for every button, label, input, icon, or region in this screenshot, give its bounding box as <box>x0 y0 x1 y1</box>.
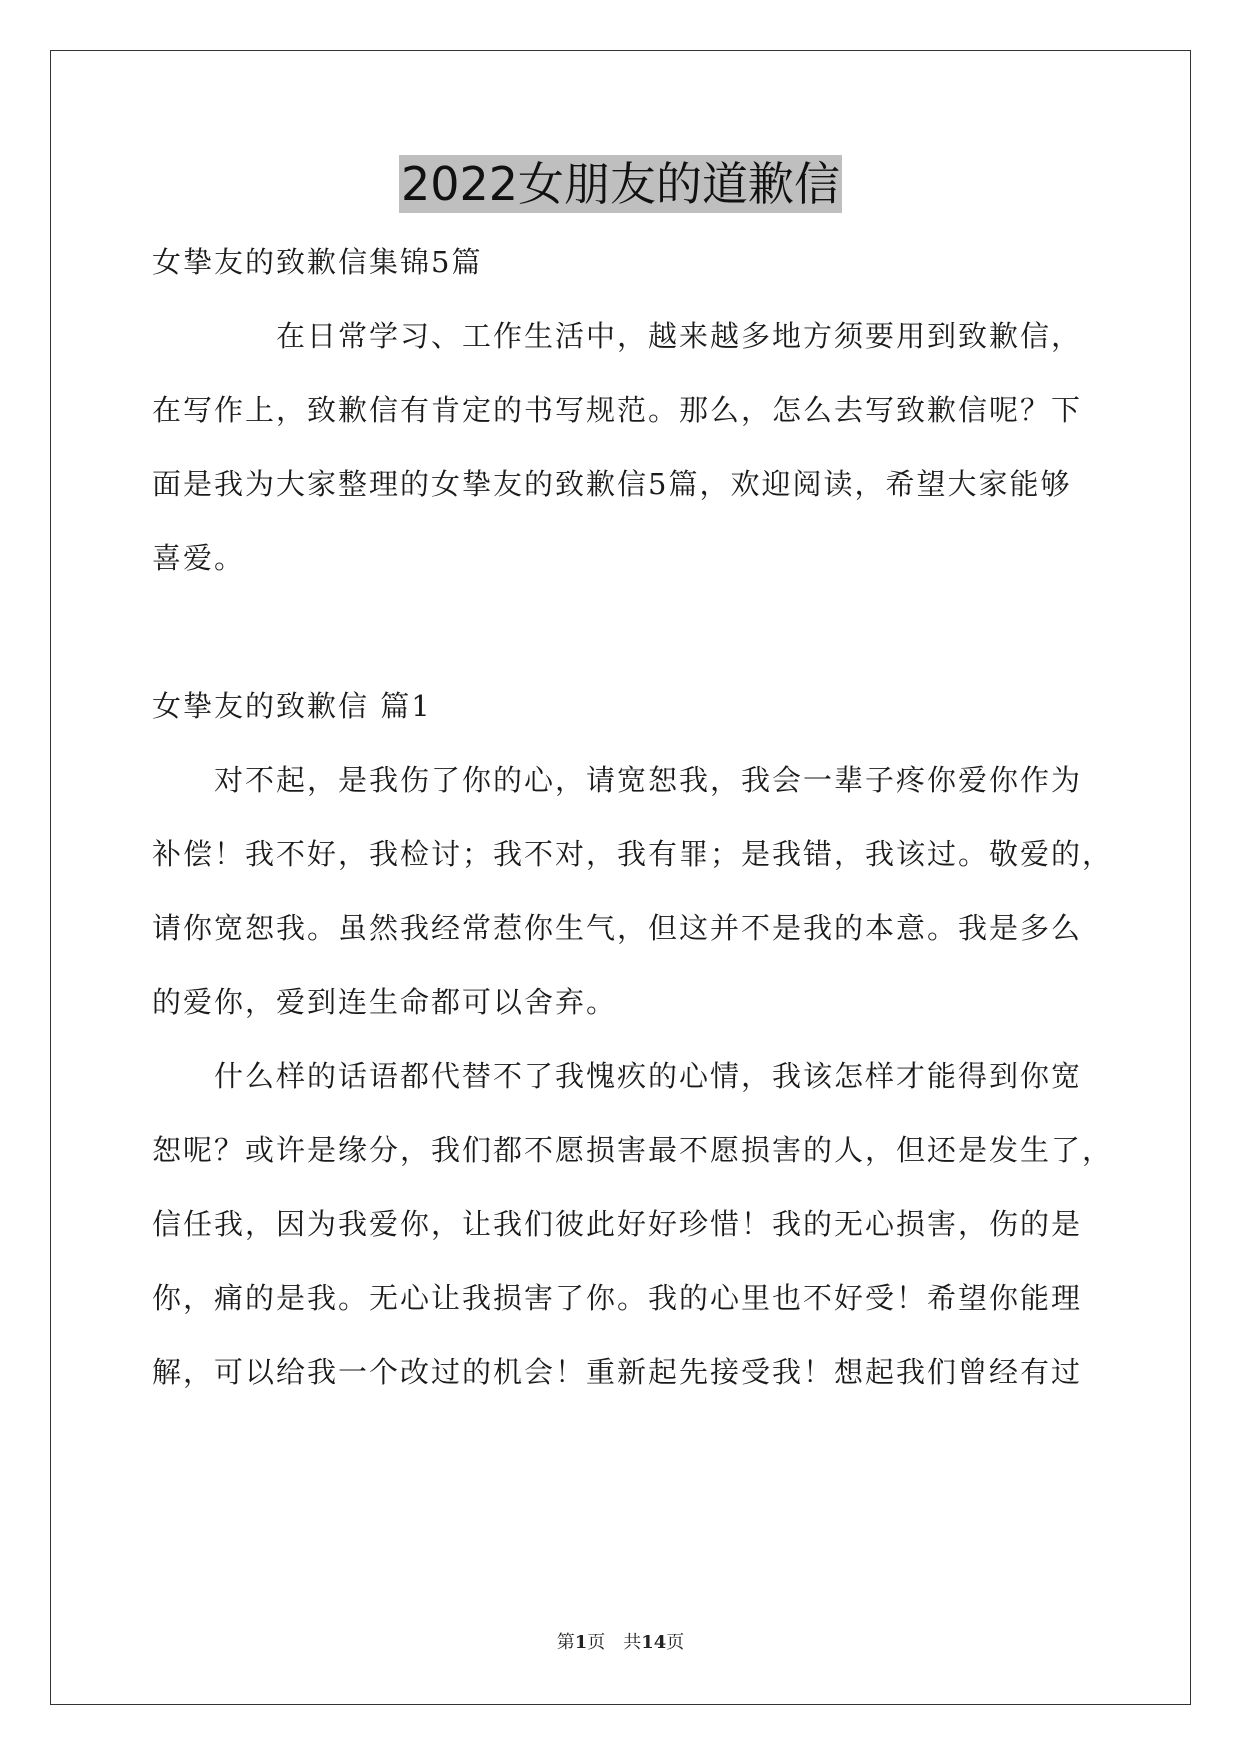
paragraph-line: 信任我，因为我爱你，让我们彼此好好珍惜！我的无心损害，伤的是 <box>152 1207 1083 1241</box>
footer-prefix: 第 <box>556 1632 575 1653</box>
paragraph-line: 什么样的话语都代替不了我愧疚的心情，我该怎样才能得到你宽 <box>214 1059 1083 1093</box>
footer-suffix: 页 <box>666 1632 685 1653</box>
paragraph-line: 补偿！我不好，我检讨；我不对，我有罪；是我错，我该过。敬爱的， <box>152 837 1114 871</box>
page-border <box>50 50 1191 1705</box>
footer-mid: 页 共 <box>587 1632 642 1653</box>
paragraph-line: 解，可以给我一个改过的机会！重新起先接受我！想起我们曾经有过 <box>152 1355 1083 1389</box>
page-footer <box>0 1628 1241 1654</box>
paragraph-line: 你，痛的是我。无心让我损害了你。我的心里也不好受！希望你能理 <box>152 1281 1083 1315</box>
document-subtitle: 女挚友的致歉信集锦5篇 <box>152 245 483 279</box>
intro-line: 在写作上，致歉信有肯定的书写规范。那么，怎么去写致歉信呢？下 <box>152 393 1083 427</box>
paragraph-line: 恕呢？或许是缘分，我们都不愿损害最不愿损害的人，但还是发生了， <box>152 1133 1114 1167</box>
footer-page-current: 1 <box>574 1632 588 1653</box>
intro-line: 在日常学习、工作生活中，越来越多地方须要用到致歉信， <box>276 319 1083 353</box>
document-title: 2022女朋友的道歉信 <box>400 157 841 211</box>
section-heading: 女挚友的致歉信 篇1 <box>152 689 432 723</box>
intro-line: 面是我为大家整理的女挚友的致歉信5篇，欢迎阅读，希望大家能够 <box>152 467 1072 501</box>
paragraph-line: 对不起，是我伤了你的心，请宽恕我，我会一辈子疼你爱你作为 <box>214 763 1083 797</box>
footer-page-total: 14 <box>641 1632 667 1653</box>
intro-line: 喜爱。 <box>152 541 246 575</box>
paragraph-line: 请你宽恕我。虽然我经常惹你生气，但这并不是我的本意。我是多么 <box>152 911 1083 945</box>
paragraph-line: 的爱你，爱到连生命都可以舍弃。 <box>152 985 618 1019</box>
title-container <box>0 155 1241 213</box>
